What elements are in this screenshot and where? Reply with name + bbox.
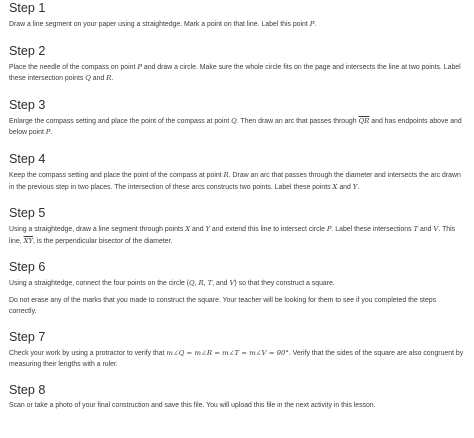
text-run: Enlarge the compass setting and place the point of the compass at point <box>9 117 232 125</box>
step-section-4 <box>9 152 465 193</box>
text-run: . <box>357 183 360 191</box>
text-run: and extend this line to intersect circle <box>210 226 327 234</box>
math-symbol: P <box>137 62 142 71</box>
math-symbol: R <box>198 279 204 288</box>
math-symbol: V <box>229 279 235 288</box>
math-symbol: R <box>223 170 229 179</box>
text-run: Using a straightedge, connect the four points on the circle ( <box>9 280 190 288</box>
step-paragraph <box>9 116 465 139</box>
text-run: Check your work by using a protractor to verify that <box>9 350 167 358</box>
step-heading: Step 3 <box>9 97 46 112</box>
text-run: Place the needle of the compass on point <box>9 63 138 71</box>
step-paragraph <box>9 170 465 193</box>
math-symbol: P <box>45 128 51 137</box>
text-run: , <box>203 280 208 288</box>
step-paragraph <box>9 19 465 31</box>
step-section-5 <box>9 206 465 247</box>
math-segment: $\overline{XY}$ <box>23 236 34 245</box>
text-run: , is the perpendicular bisector of the diameter. <box>33 237 173 245</box>
step-section-1 <box>9 1 465 31</box>
step-gap <box>9 247 465 260</box>
step-heading: Step 4 <box>9 151 46 166</box>
text-run: and <box>337 183 353 191</box>
text-run: and has endpoints above and below point <box>9 117 462 137</box>
math-segment: $\overline{QR}$ <box>358 116 370 125</box>
text-run: . <box>111 75 114 83</box>
step-gap <box>9 193 465 206</box>
math-symbol: R <box>106 74 112 83</box>
text-run: . <box>314 21 317 28</box>
math-symbol: X <box>185 225 191 234</box>
text-run: and draw a circle. Make sure the whole circle fits on the page and intersects the line at two points. Label these intersection points <box>9 63 461 83</box>
step-paragraph <box>9 278 465 290</box>
math-symbol: Y <box>352 182 358 191</box>
step-paragraph <box>9 296 465 317</box>
text-run: Keep the compass setting and place the point of the compass at point <box>9 171 224 179</box>
math-symbol: V <box>433 225 439 234</box>
step-heading: Step 8 <box>9 383 46 398</box>
math-symbol: Q <box>85 74 91 83</box>
math-symbol: T <box>207 279 213 288</box>
text-run: . <box>50 129 53 137</box>
step-heading: Step 5 <box>9 206 46 221</box>
step-section-8 <box>9 383 465 412</box>
step-gap <box>9 85 465 98</box>
math-symbol: T <box>413 225 419 234</box>
step-section-2 <box>9 44 465 85</box>
step-paragraph <box>9 62 465 85</box>
step-paragraph <box>9 348 465 370</box>
text-run: , <box>194 280 199 288</box>
text-run: . This line, <box>9 226 456 245</box>
text-run: . Verify that the sides of the square are also congruent by measuring their lengths with a ruler. <box>9 350 464 368</box>
text-run: . Label these intersections <box>331 226 414 234</box>
text-run: ) so that they construct a square. <box>234 280 335 288</box>
math-symbol: Q <box>189 279 195 288</box>
text-run: Using a straightedge, draw a line segment through points <box>9 226 186 234</box>
step-paragraph <box>9 224 465 247</box>
math-symbol: X <box>332 182 338 191</box>
text-run: . Draw an arc that passes through the diameter and intersects the arc drawn in the previous step in two places. The intersection of these arcs constructs two points. Label these points <box>9 171 461 191</box>
math-symbol: Q <box>231 116 237 125</box>
step-gap <box>9 370 465 383</box>
step-gap <box>9 31 465 44</box>
text-run: Draw a line segment on your paper using a straightedge. Mark a point on that line. Label this point <box>9 21 310 28</box>
text-run: and <box>90 75 107 83</box>
math-symbol: P <box>326 225 332 234</box>
step-paragraph <box>9 401 465 412</box>
math-symbol: m∠Q = m∠R = m∠T = m∠V = 90° <box>166 349 289 358</box>
text-run: Scan or take a photo of your final construction and save this file. You will upload this file in the next activity in this lesson. <box>9 402 376 410</box>
step-gap <box>9 139 465 152</box>
step-section-7 <box>9 330 465 370</box>
step-section-6 <box>9 260 465 317</box>
math-symbol: Y <box>205 225 210 234</box>
step-heading: Step 1 <box>9 1 46 15</box>
text-run: , and <box>212 280 230 288</box>
text-run: and <box>190 226 206 234</box>
step-heading: Step 2 <box>9 43 46 58</box>
text-run: . Then draw an arc that passes through <box>236 117 359 125</box>
math-symbol: P <box>309 20 315 28</box>
step-gap <box>9 317 465 330</box>
step-heading: Step 6 <box>9 260 46 275</box>
text-run: and <box>418 226 434 234</box>
text-run: Do not erase any of the marks that you made to construct the square. Your teacher will be looking for them to see if you completed the steps correctly. <box>9 296 437 315</box>
step-heading: Step 7 <box>9 330 46 345</box>
step-section-3 <box>9 98 465 139</box>
